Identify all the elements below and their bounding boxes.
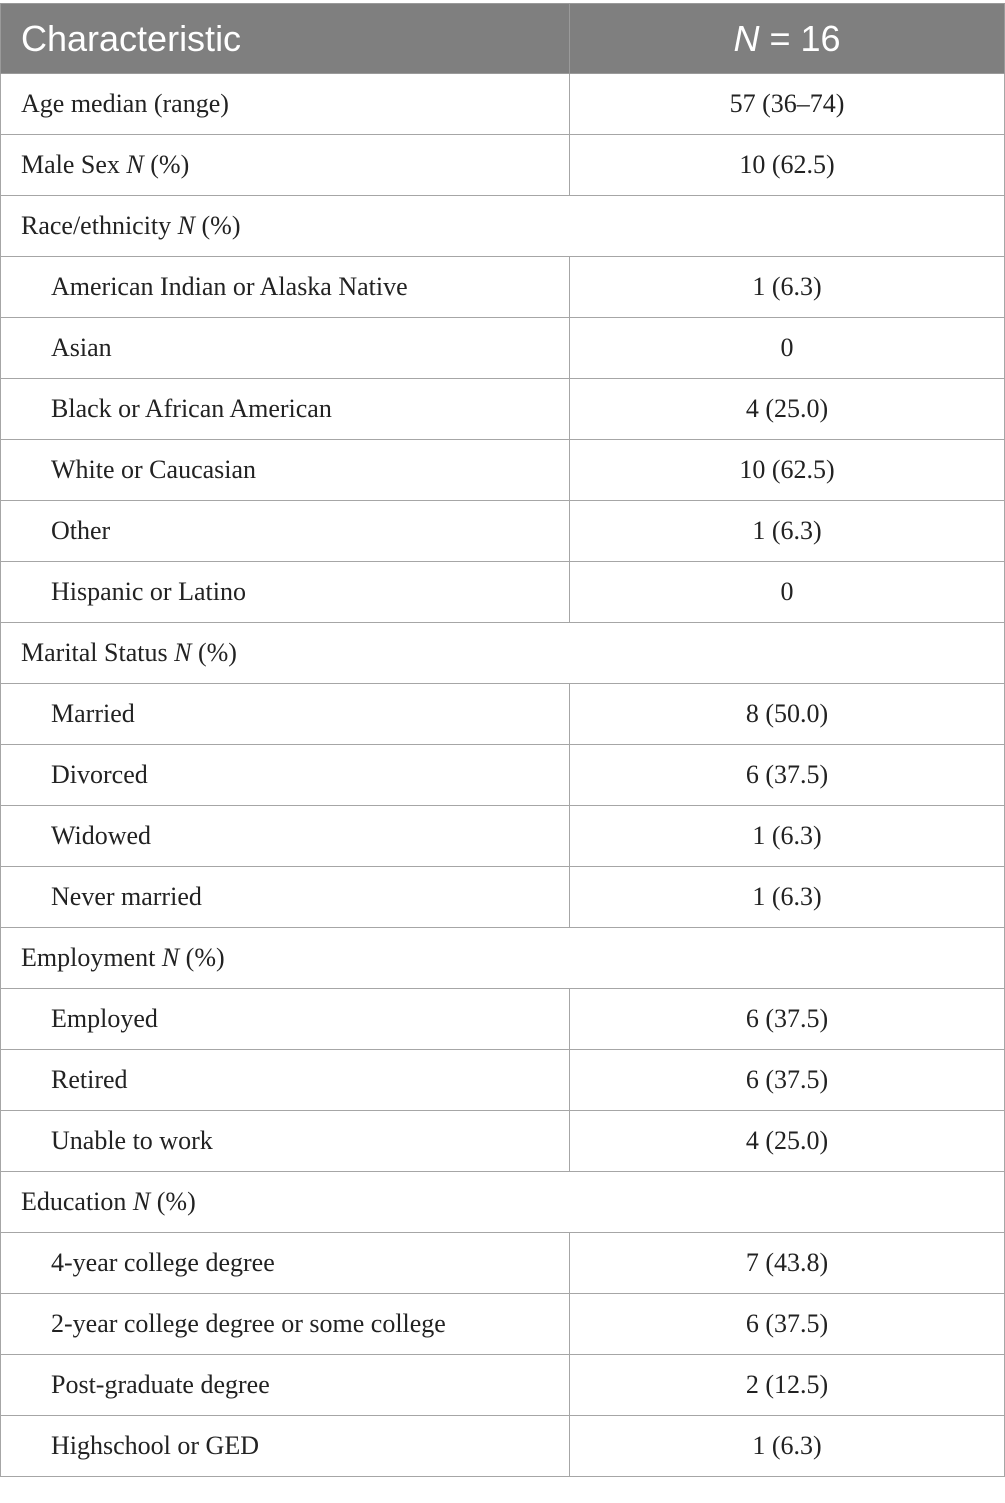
row-value: 6 (37.5) <box>570 745 1005 806</box>
subcategory-row <box>1 1416 1005 1477</box>
row-value: 7 (43.8) <box>570 1233 1005 1294</box>
row-label: Married <box>1 684 570 745</box>
n-symbol: N <box>126 150 144 179</box>
row-label: Divorced <box>1 745 570 806</box>
subcategory-row <box>1 1233 1005 1294</box>
row-value: 10 (62.5) <box>570 135 1005 196</box>
section-label <box>1 623 1005 684</box>
subcategory-row <box>1 989 1005 1050</box>
section-header-row <box>1 1172 1005 1233</box>
header-n-value: = 16 <box>759 17 841 59</box>
percent-suffix: (%) <box>191 638 237 667</box>
row-label: Retired <box>1 1050 570 1111</box>
n-symbol: N <box>177 211 196 240</box>
row-label: Age median (range) <box>1 74 570 135</box>
subcategory-row <box>1 806 1005 867</box>
percent-suffix: (%) <box>195 211 241 240</box>
row-value: 1 (6.3) <box>570 867 1005 928</box>
row-value: 1 (6.3) <box>570 806 1005 867</box>
section-header-row <box>1 623 1005 684</box>
percent-suffix: (%) <box>150 1187 196 1216</box>
row-label: 2-year college degree or some college <box>1 1294 570 1355</box>
row-value: 2 (12.5) <box>570 1355 1005 1416</box>
row-value: 1 (6.3) <box>570 257 1005 318</box>
header-row <box>1 4 1005 74</box>
characteristics-table <box>0 3 1005 1477</box>
section-header-row <box>1 928 1005 989</box>
section-label <box>1 196 1005 257</box>
row-value: 0 <box>570 318 1005 379</box>
row-label: Never married <box>1 867 570 928</box>
header-sample-size <box>570 4 1005 74</box>
row-label: Widowed <box>1 806 570 867</box>
subcategory-row <box>1 867 1005 928</box>
section-label <box>1 1172 1005 1233</box>
header-characteristic: Characteristic <box>1 4 570 74</box>
subcategory-row <box>1 1050 1005 1111</box>
row-value: 1 (6.3) <box>570 1416 1005 1477</box>
row-label <box>1 135 570 196</box>
section-label-text: Employment <box>21 943 162 972</box>
characteristics-table-container <box>0 3 1005 1477</box>
row-label: 4-year college degree <box>1 1233 570 1294</box>
row-value: 10 (62.5) <box>570 440 1005 501</box>
table-row <box>1 135 1005 196</box>
subcategory-row <box>1 1355 1005 1416</box>
section-label-text: Marital Status <box>21 638 175 667</box>
row-value: 6 (37.5) <box>570 1050 1005 1111</box>
section-header-row <box>1 196 1005 257</box>
subcategory-row <box>1 440 1005 501</box>
subcategory-row <box>1 1294 1005 1355</box>
row-label: Asian <box>1 318 570 379</box>
row-value: 1 (6.3) <box>570 501 1005 562</box>
row-label: Hispanic or Latino <box>1 562 570 623</box>
section-label-text: Race/ethnicity <box>21 211 178 240</box>
row-value: 6 (37.5) <box>570 1294 1005 1355</box>
row-label: White or Caucasian <box>1 440 570 501</box>
section-label <box>1 928 1005 989</box>
row-value: 4 (25.0) <box>570 379 1005 440</box>
row-value: 0 <box>570 562 1005 623</box>
row-value: 57 (36–74) <box>570 74 1005 135</box>
row-label: Post-graduate degree <box>1 1355 570 1416</box>
percent-suffix: (%) <box>143 150 190 179</box>
n-symbol: N <box>132 1187 151 1216</box>
row-value: 4 (25.0) <box>570 1111 1005 1172</box>
table-header <box>1 4 1005 74</box>
row-label: Black or African American <box>1 379 570 440</box>
percent-suffix: (%) <box>179 943 225 972</box>
subcategory-row <box>1 562 1005 623</box>
row-label: Employed <box>1 989 570 1050</box>
table-body <box>1 74 1005 1477</box>
subcategory-row <box>1 684 1005 745</box>
table-row <box>1 74 1005 135</box>
row-label-text: Male Sex <box>21 150 127 179</box>
row-label: Other <box>1 501 570 562</box>
n-symbol: N <box>161 943 180 972</box>
subcategory-row <box>1 318 1005 379</box>
row-label: Unable to work <box>1 1111 570 1172</box>
row-value: 8 (50.0) <box>570 684 1005 745</box>
subcategory-row <box>1 745 1005 806</box>
header-n-symbol: N <box>733 17 760 59</box>
subcategory-row <box>1 1111 1005 1172</box>
n-symbol: N <box>174 638 192 667</box>
subcategory-row <box>1 379 1005 440</box>
row-label: Highschool or GED <box>1 1416 570 1477</box>
row-value: 6 (37.5) <box>570 989 1005 1050</box>
row-label: American Indian or Alaska Native <box>1 257 570 318</box>
subcategory-row <box>1 257 1005 318</box>
subcategory-row <box>1 501 1005 562</box>
section-label-text: Education <box>21 1187 133 1216</box>
